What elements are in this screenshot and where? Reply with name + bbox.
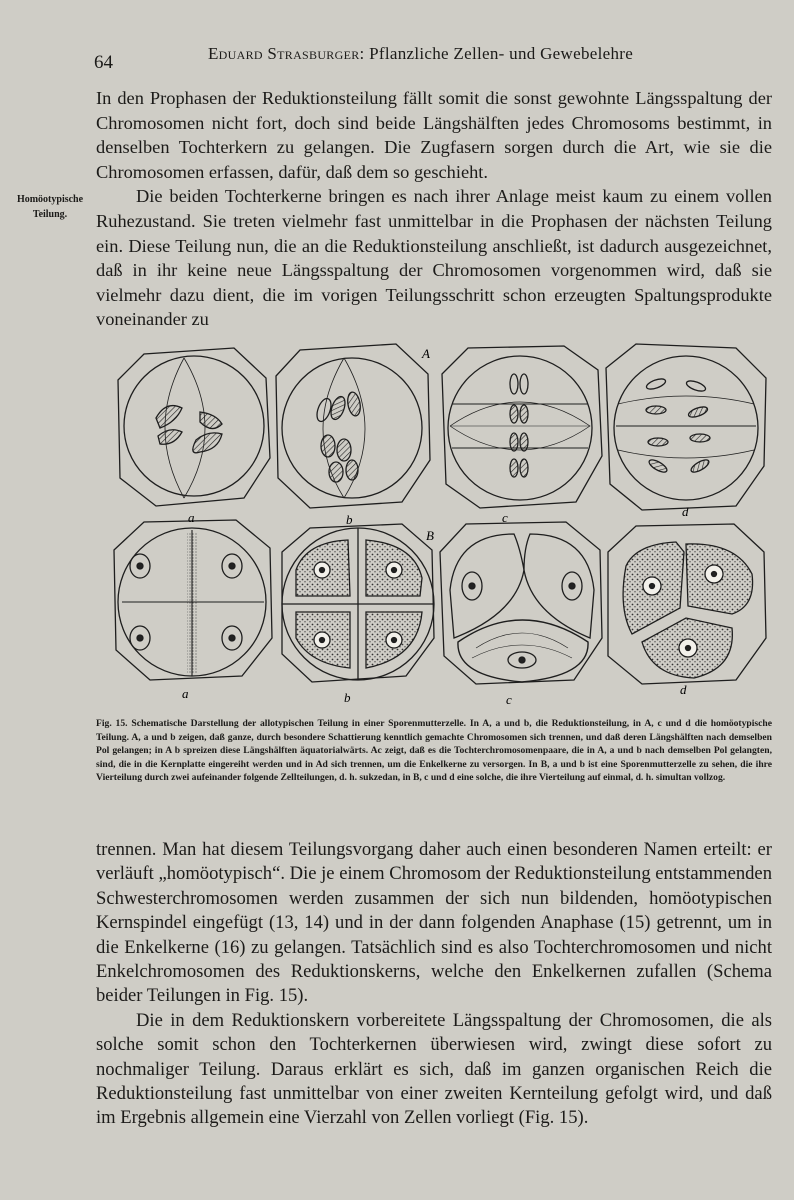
cell-division-diagram (96, 338, 776, 710)
panel-Ba (114, 520, 272, 680)
margin-note: Homöotypische Teilung. (16, 194, 84, 220)
label-Ab: b (346, 512, 353, 527)
running-header (90, 44, 774, 74)
panel-Ac (442, 346, 602, 508)
panel-Ad (606, 344, 766, 510)
header-author: Eduard Strasburger (208, 44, 360, 63)
label-Ba: a (182, 686, 189, 701)
label-Ac: c (502, 510, 508, 525)
paragraph-2: Die beiden Tochterkerne bringen es nach ihrer Anlage meist kaum zu einem vollen Ruhezustand. Sie treten vielmehr fast unmittelbar in die Prophasen der nächsten Teilung ein. Diese Teilung nun, die an die Reduktionsteilung anschließt, ist dadurch ausgezeichnet, daß in ihr keine neue Längsspaltung der Chromosomen vorgenommen wird, daß sie vielmehr dazu dient, die im vorigen Teilungsschritt schon erzeugten Spaltungsprodukte voneinander zu (96, 186, 772, 330)
body-text-top (96, 86, 772, 332)
label-Bb: b (344, 690, 351, 705)
label-Ad: d (682, 504, 689, 519)
panel-Ab (276, 344, 430, 508)
body-text-bottom (96, 838, 772, 1131)
panel-Bb (282, 524, 434, 682)
paragraph-1: In den Prophasen der Reduktionsteilung fällt somit die sonst gewohnte Längsspaltung der Chromosomen nicht fort, doch sind beide Längshälften jedes Chromosoms bestimmt, in denselben Tochterkern zu gelangen. Die Zugfasern sorgen durch die Art, wie sie die Chromosomen erfassen, dafür, daß dem so geschieht. (96, 88, 772, 182)
label-Bc: c (506, 692, 512, 707)
page-number: 64 (94, 52, 113, 73)
header-separator: : (359, 44, 365, 63)
row-label-B: B (426, 528, 434, 543)
header-title: Pflanzliche Zellen- und Gewebelehre (369, 44, 634, 63)
running-title (208, 44, 633, 64)
label-Aa: a (188, 510, 195, 525)
row-label-A: A (422, 346, 430, 361)
panel-Aa (118, 348, 270, 506)
paragraph-3: trennen. Man hat diesem Teilungsvorgang daher auch einen besonderen Namen erteilt: er verläuft „homöotypisch“. Die je einem Chromosom der Reduktionsteilung entstammenden Schwesterchromosomen werden zusammen der sich nun bildenden, homöotypischen Kernspindel eingefügt (13, 14) und in der dann folgenden Anaphase (15) getrennt, um in die Enkelkerne (16) zu gelangen. Tatsächlich sind es also Tochterchromosomen und nicht Enkelchromosomen des Reduktionskerns, welche den Enkelkernen zufallen (Schema beider Teilungen in Fig. 15). (96, 839, 772, 1007)
figure-caption: Fig. 15. Schematische Darstellung der allotypischen Teilung in einer Sporenmutterzelle. In A, a und b, die Reduktionsteilung, in A, c und d die homöotypische Teilung. A, a und b zeigen, daß ganze, durch besondere Schattierung kenntlich gemachte Chromosomen sich trennen, und daß deren Längshälften nach demselben Pol gelangen; in A b spreizen diese Längshälften äquatorialwärts. Ac zeigt, daß es die Tochterchromosomenpaare, die in A, a und b nach demselben Pol gelangten, sind, die in die Kernplatte eingereiht werden und in Ad sich trennen, um die Enkelkerne zu versorgen. In B, a und b ist eine Sporenmutterzelle zu sehen, die ihre Vierteilung durch zwei aufeinander folgende Zellteilungen, d. h. sukzedan, in B, c und d eine solche, die ihre Vierteilung auf einmal, d. h. simultan vollzog. (96, 718, 772, 784)
figure-15 (96, 338, 776, 710)
paragraph-4: Die in dem Reduktionskern vorbereitete Längsspaltung der Chromosomen, die als solche somit schon den Tochterkernen überwiesen wird, zwingt diese sofort zu nochmaliger Teilung. Daraus erklärt es sich, daß im ganzen organischen Reich die Reduktionsteilung fast unmittelbar von einer zweiten Kernteilung gefolgt wird, und daß im Ergebnis allgemein eine Vierzahl von Zellen vorliegt (Fig. 15). (96, 1009, 772, 1129)
panel-Bd (608, 524, 766, 684)
label-Bd: d (680, 682, 687, 697)
panel-Bc (440, 522, 602, 684)
